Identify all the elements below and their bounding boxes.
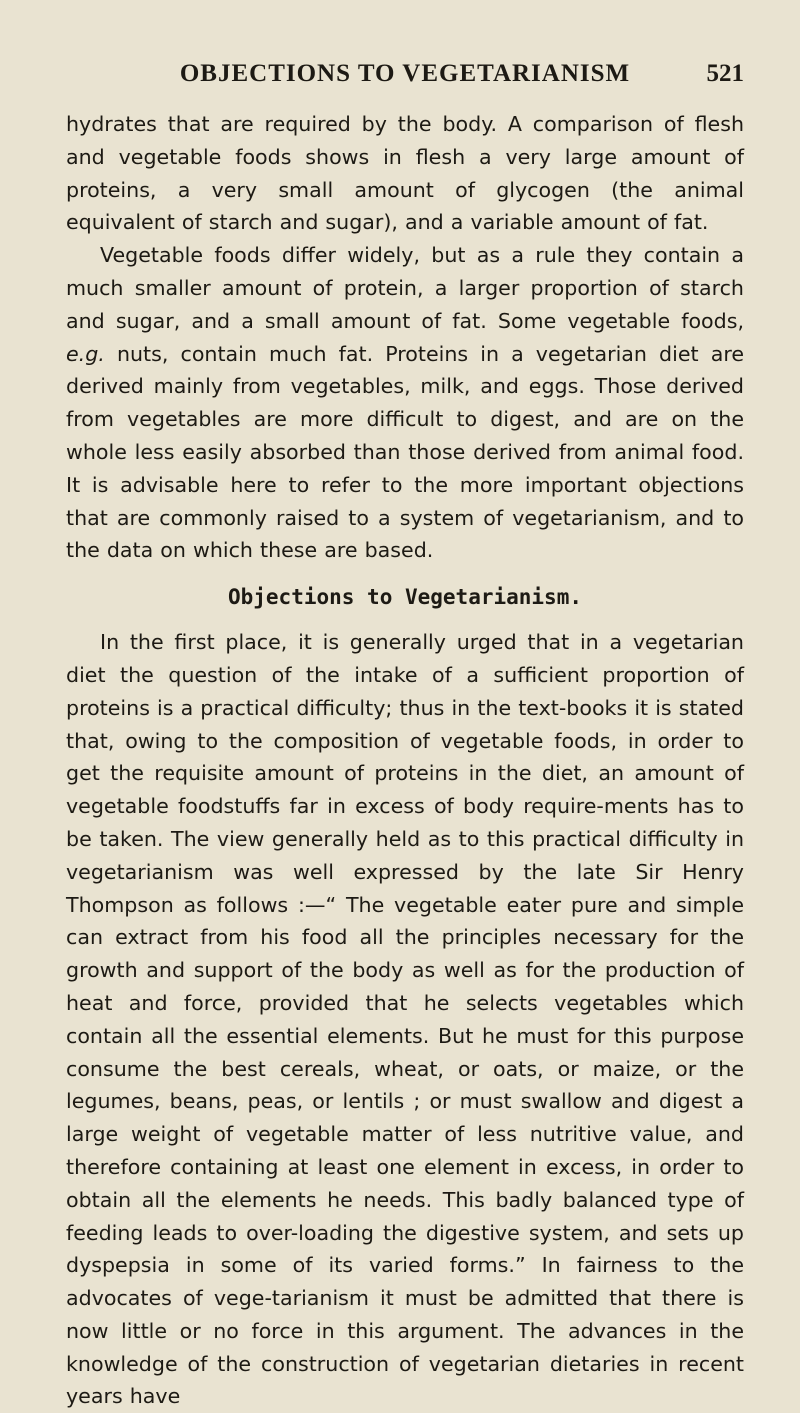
running-head: [66, 60, 744, 94]
paragraph-vegetable-foods: [66, 239, 744, 567]
paragraph-intro: hydrates that are required by the body. A comparison of flesh and vegetable foods shows in flesh a very large amount of proteins, a very small amount of glycogen (the animal equivalent of starch and sugar), and a variable amount of fat.: [66, 112, 744, 235]
paragraph-first-objection: In the first place, it is generally urged that in a vegetarian diet the question of the intake of a sufficient proportion of proteins is a practical difficulty; thus in the text-books it is stated that, owing to the composition of vegetable foods, in order to get the requisite amount of proteins in the diet, an amount of vegetable foodstuffs far in excess of body require-ments has to be taken. The view generally held as to this practical difficulty in vegetarianism was well expressed by the late Sir Henry Thompson as follows :—“ The vegetable eater pure and simple can extract from his food all the principles necessary for the growth and support of the body as well as for the production of heat and force, provided that he selects vegetables which contain all the essential elements. But he must for this purpose consume the best cereals, wheat, or oats, or maize, or the legumes, beans, peas, or lentils ; or must swallow and digest a large weight of vegetable matter of less nutritive value, and therefore containing at least one element in excess, in order to obtain all the elements he needs. This badly balanced type of feeding leads to over-loading the digestive system, and sets up dyspepsia in some of its varied forms.” In fairness to the advocates of vege-tarianism it must be admitted that there is now little or no force in this argument. The advances in the knowledge of the construction of vegetarian dietaries in recent years have: [66, 630, 744, 1409]
running-title: OBJECTIONS TO VEGETARIANISM: [179, 60, 631, 87]
section-heading: Objections to Vegetarianism.: [227, 585, 582, 610]
page-number: 521: [706, 60, 744, 87]
paragraph-vegetable-foods-end: nuts, contain much fat. Proteins in a vegetarian diet are derived mainly from vegetables, milk, and eggs. Those derived from vegetables are more difficult to digest, and are on the whole less easily absorbed than those derived from animal food. It is advisable here to refer to the more important objections that are commonly raised to a system of vegetarianism, and to the data on which these are based.: [66, 341, 745, 563]
eg-abbreviation: e.g.: [66, 341, 105, 366]
paragraph-vegetable-foods-start: Vegetable foods differ widely, but as a rule they contain a much smaller amount of protein, a larger proportion of starch and sugar, and a small amount of fat. Some vegetable foods,: [66, 243, 744, 333]
